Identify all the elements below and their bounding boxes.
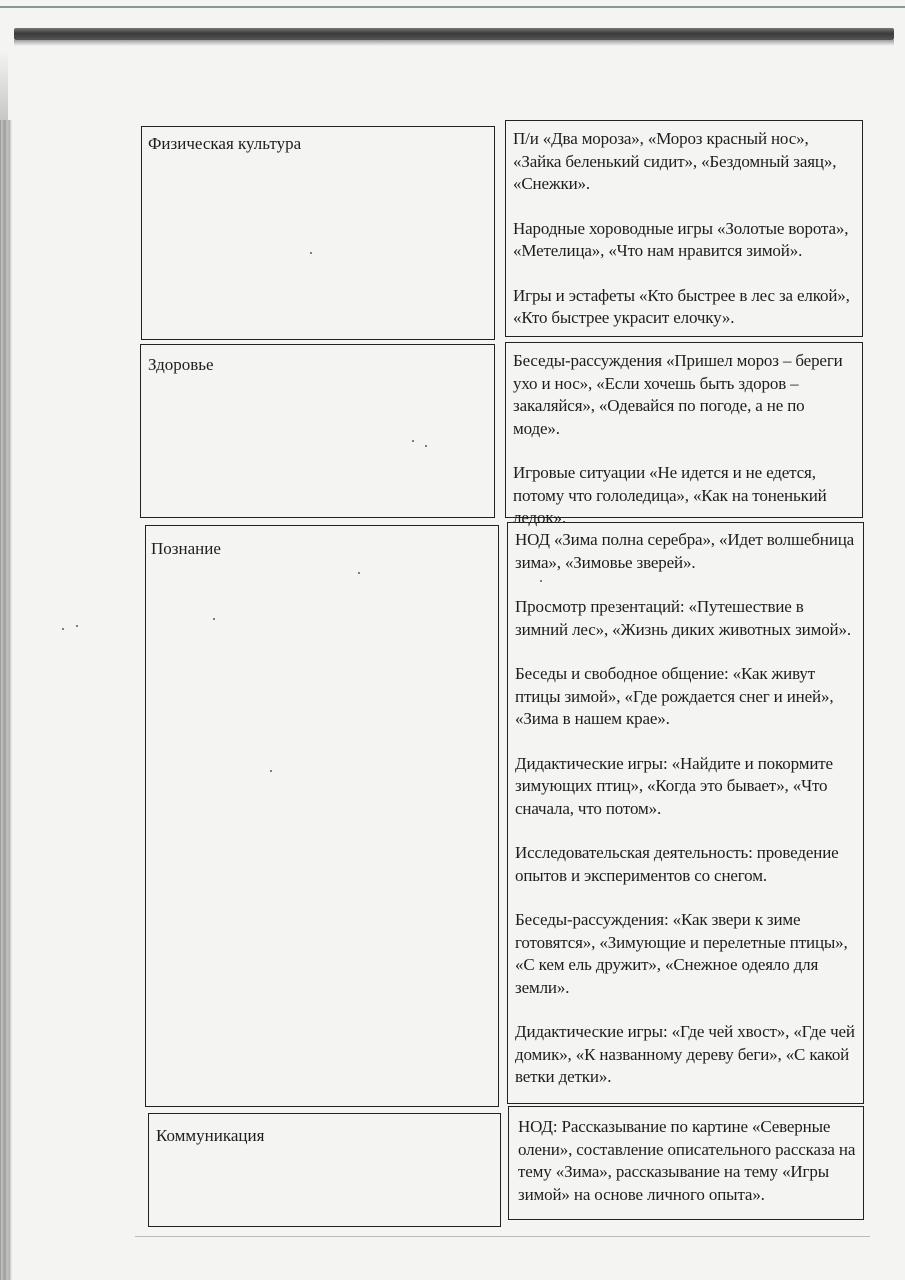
activity-item: НОД: Рассказывание по картине «Северные олени», составление описательного рассказа на тему «Зима», рассказывание на тему «Игры зимой» на основе личного опыта». [518, 1117, 856, 1204]
activity-item: Дидактические игры: «Найдите и покормите зимующих птиц», «Когда это бывает», «Что сначала, что потом». [515, 753, 833, 818]
scan-shadow-fade [14, 40, 894, 46]
scan-shadow-band [14, 28, 894, 40]
scan-speck [76, 625, 78, 627]
scan-left-shadow [0, 50, 8, 120]
activities-cognition [515, 529, 855, 1089]
activity-item: Игровые ситуации «Не идется и не едется, потому что гололедица», «Как на тоненький ледок». [513, 463, 827, 527]
activity-item: Исследовательская деятельность: проведение опытов и экспериментов со снегом. [515, 843, 839, 885]
activity-item: Беседы и свободное общение: «Как живут птицы зимой», «Где рождается снег и иней», «Зима в нашем крае». [515, 664, 834, 728]
activity-item: Беседы-рассуждения: «Как звери к зиме готовятся», «Зимующие и перелетные птицы», «С кем ель дружит», «Снежное одеяло для земли». [515, 910, 848, 997]
subject-label-health: Здоровье [148, 355, 214, 374]
activity-item: Игры и эстафеты «Кто быстрее в лес за елкой», «Кто быстрее украсит елочку». [513, 285, 850, 327]
activity-item: НОД «Зима полна серебра», «Идет волшебница зима», «Зимовье зверей». [515, 530, 855, 572]
subject-label-communication: Коммуникация [156, 1126, 265, 1145]
activity-item: Народные хороводные игры «Золотые ворота», «Метелица», «Что нам нравится зимой». [513, 218, 849, 260]
activities-health [513, 350, 853, 530]
scan-left-edge [0, 120, 12, 1280]
activities-communication [518, 1116, 856, 1206]
subject-cell-physical [141, 126, 495, 340]
activity-item: Дидактические игры: «Где чей хвост», «Где чей домик», «К названному дереву беги», «С какой ветки детки». [515, 1022, 855, 1086]
activity-item: Просмотр презентаций: «Путешествие в зимний лес», «Жизнь диких животных зимой». [515, 597, 851, 639]
scan-speck [62, 628, 64, 630]
activity-item: Беседы-рассуждения «Пришел мороз – береги ухо и нос», «Если хочешь быть здоров – закаляйся», «Одевайся по погоде, а не по моде». [513, 351, 843, 438]
subject-label-physical: Физическая культура [148, 134, 302, 153]
page-bottom-rule [135, 1236, 870, 1237]
activity-item: П/и «Два мороза», «Мороз красный нос», «Зайка беленький сидит», «Бездомный заяц», «Снежки». [513, 129, 837, 193]
scan-edge-line [0, 6, 905, 8]
subject-cell-cognition [145, 525, 499, 1107]
subject-label-cognition: Познание [151, 539, 221, 558]
activities-physical [513, 128, 853, 330]
